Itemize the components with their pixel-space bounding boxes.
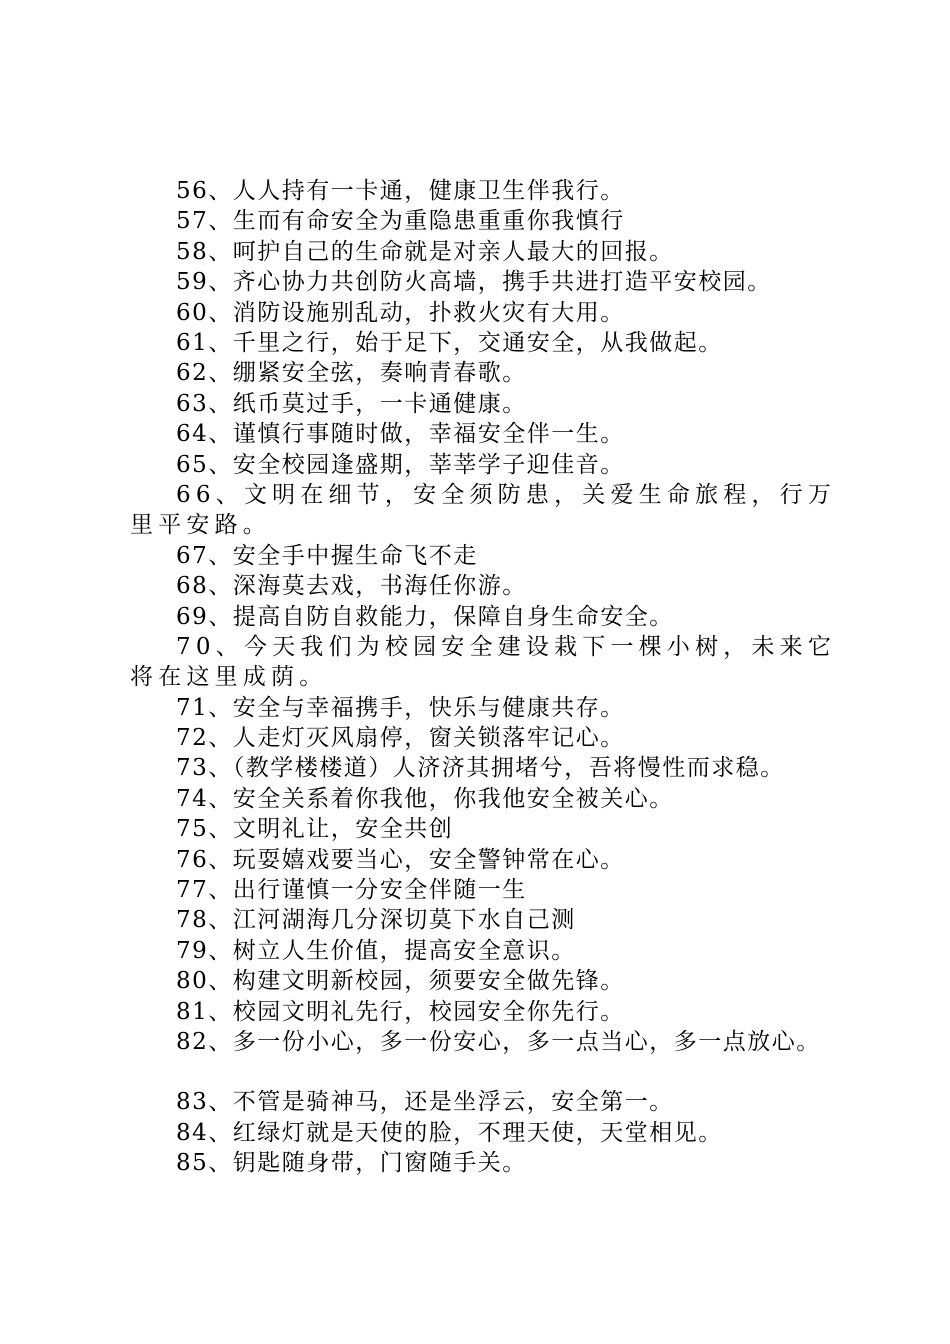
slogan-line: 79、树立人生价值，提高安全意识。 bbox=[176, 937, 576, 964]
slogan-line: 64、谨慎行事随时做，幸福安全伴一生。 bbox=[176, 421, 625, 448]
slogan-line: 83、不管是骑神马，还是坐浮云，安全第一。 bbox=[176, 1089, 674, 1116]
slogan-line: 58、呵护自己的生命就是对亲人最大的回报。 bbox=[176, 238, 674, 265]
slogan-line: 82、多一份小心，多一份安心，多一点当心，多一点放心。 bbox=[176, 1029, 821, 1055]
slogan-line: 65、安全校园逢盛期，莘莘学子迎佳音。 bbox=[176, 451, 625, 478]
slogan-line: 81、校园文明礼先行，校园安全你先行。 bbox=[176, 998, 625, 1025]
slogan-line: 73、（教学楼楼道）人济济其拥堵兮，吾将慢性而求稳。 bbox=[176, 755, 785, 782]
slogan-line: 84、红绿灯就是天使的脸，不理天使，天堂相见。 bbox=[176, 1119, 723, 1146]
slogan-line: 74、安全关系着你我他，你我他安全被关心。 bbox=[176, 785, 674, 812]
slogan-line: 80、构建文明新校园，须要安全做先锋。 bbox=[176, 968, 625, 995]
slogan-line: 68、深海莫去戏，书海任你游。 bbox=[176, 573, 527, 600]
slogan-line: 57、生而有命安全为重隐患重重你我慎行 bbox=[176, 208, 625, 235]
slogan-line: 78、江河湖海几分深切莫下水自己测 bbox=[176, 907, 576, 934]
slogan-line: 59、齐心协力共创防火高墙，携手共进打造平安校园。 bbox=[176, 269, 772, 296]
slogan-line: 66、文明在细节，安全须防患，关爱生命旅程，行万里平安路。 bbox=[130, 481, 837, 539]
slogan-line: 56、人人持有一卡通，健康卫生伴我行。 bbox=[176, 178, 625, 204]
slogan-line: 67、安全手中握生命飞不走 bbox=[176, 542, 478, 569]
slogan-list bbox=[130, 176, 850, 1179]
slogan-line: 71、安全与幸福携手，快乐与健康共存。 bbox=[176, 694, 625, 721]
slogan-line: 85、钥匙随身带，门窗随手关。 bbox=[176, 1150, 527, 1177]
slogan-line: 76、玩耍嬉戏要当心，安全警钟常在心。 bbox=[176, 846, 625, 873]
slogan-line: 60、消防设施别乱动，扑救火灾有大用。 bbox=[176, 299, 625, 326]
slogan-line: 63、纸币莫过手，一卡通健康。 bbox=[176, 390, 527, 417]
slogan-line: 69、提高自防自救能力，保障自身生命安全。 bbox=[176, 603, 674, 630]
slogan-line: 77、出行谨慎一分安全伴随一生 bbox=[176, 877, 527, 904]
slogan-line: 75、文明礼让，安全共创 bbox=[176, 816, 454, 843]
slogan-line: 70、今天我们为校园安全建设栽下一棵小树，未来它将在这里成荫。 bbox=[130, 633, 837, 691]
slogan-line: 61、千里之行，始于足下，交通安全，从我做起。 bbox=[176, 329, 723, 356]
slogan-line: 72、人走灯灭风扇停，窗关锁落牢记心。 bbox=[176, 725, 625, 752]
slogan-line: 62、绷紧安全弦，奏响青春歌。 bbox=[176, 360, 527, 387]
